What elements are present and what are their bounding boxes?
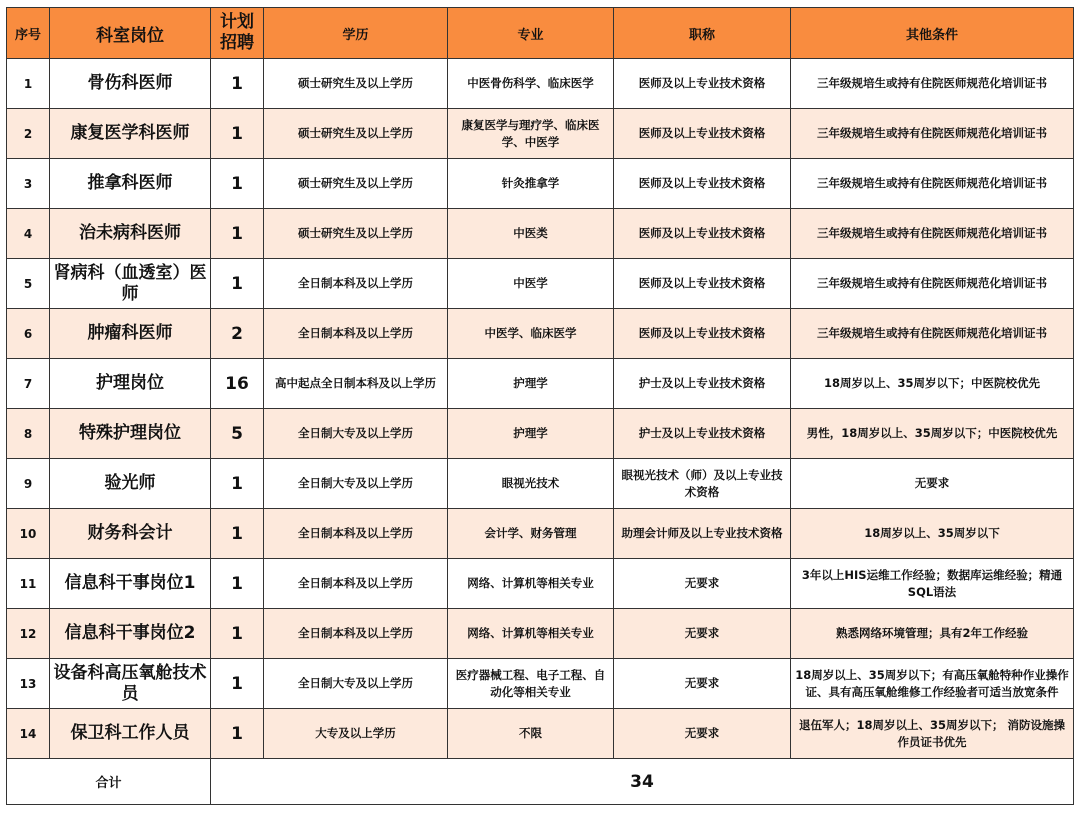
cell-post: 信息科干事岗位2 bbox=[50, 609, 211, 659]
cell-title: 医师及以上专业技术资格 bbox=[614, 59, 791, 109]
cell-education: 全日制本科及以上学历 bbox=[264, 309, 448, 359]
cell-major: 康复医学与理疗学、临床医学、中医学 bbox=[448, 109, 614, 159]
cell-index: 12 bbox=[7, 609, 50, 659]
cell-major: 医疗器械工程、电子工程、自动化等相关专业 bbox=[448, 659, 614, 709]
cell-title: 无要求 bbox=[614, 709, 791, 759]
cell-index: 9 bbox=[7, 459, 50, 509]
cell-post: 护理岗位 bbox=[50, 359, 211, 409]
table-row bbox=[7, 309, 1074, 359]
cell-education: 硕士研究生及以上学历 bbox=[264, 59, 448, 109]
cell-education: 硕士研究生及以上学历 bbox=[264, 159, 448, 209]
total-label: 合计 bbox=[7, 759, 211, 805]
cell-count: 1 bbox=[211, 559, 264, 609]
cell-index: 4 bbox=[7, 209, 50, 259]
cell-education: 全日制大专及以上学历 bbox=[264, 459, 448, 509]
cell-count: 1 bbox=[211, 459, 264, 509]
table-row bbox=[7, 259, 1074, 309]
cell-post: 肿瘤科医师 bbox=[50, 309, 211, 359]
cell-education: 全日制本科及以上学历 bbox=[264, 259, 448, 309]
cell-other: 无要求 bbox=[791, 459, 1074, 509]
cell-major: 中医类 bbox=[448, 209, 614, 259]
cell-major: 中医学 bbox=[448, 259, 614, 309]
table-row bbox=[7, 359, 1074, 409]
cell-education: 全日制大专及以上学历 bbox=[264, 409, 448, 459]
cell-count: 1 bbox=[211, 209, 264, 259]
cell-index: 14 bbox=[7, 709, 50, 759]
cell-education: 全日制本科及以上学历 bbox=[264, 609, 448, 659]
table-row bbox=[7, 209, 1074, 259]
cell-post: 验光师 bbox=[50, 459, 211, 509]
cell-post: 治未病科医师 bbox=[50, 209, 211, 259]
header-post: 科室岗位 bbox=[50, 8, 211, 59]
cell-other: 男性，18周岁以上、35周岁以下；中医院校优先 bbox=[791, 409, 1074, 459]
cell-post: 财务科会计 bbox=[50, 509, 211, 559]
cell-title: 眼视光技术（师）及以上专业技术资格 bbox=[614, 459, 791, 509]
cell-major: 护理学 bbox=[448, 359, 614, 409]
cell-other: 3年以上HIS运维工作经验；数据库运维经验；精通SQL语法 bbox=[791, 559, 1074, 609]
header-education: 学历 bbox=[264, 8, 448, 59]
cell-index: 2 bbox=[7, 109, 50, 159]
table-row bbox=[7, 409, 1074, 459]
cell-title: 助理会计师及以上专业技术资格 bbox=[614, 509, 791, 559]
recruitment-table bbox=[6, 7, 1074, 805]
header-title: 职称 bbox=[614, 8, 791, 59]
header-index: 序号 bbox=[7, 8, 50, 59]
cell-major: 眼视光技术 bbox=[448, 459, 614, 509]
cell-title: 无要求 bbox=[614, 659, 791, 709]
cell-title: 医师及以上专业技术资格 bbox=[614, 309, 791, 359]
cell-title: 医师及以上专业技术资格 bbox=[614, 259, 791, 309]
cell-major: 网络、计算机等相关专业 bbox=[448, 609, 614, 659]
cell-count: 1 bbox=[211, 259, 264, 309]
cell-index: 3 bbox=[7, 159, 50, 209]
cell-index: 1 bbox=[7, 59, 50, 109]
cell-index: 13 bbox=[7, 659, 50, 709]
cell-index: 8 bbox=[7, 409, 50, 459]
cell-education: 硕士研究生及以上学历 bbox=[264, 209, 448, 259]
table-row bbox=[7, 559, 1074, 609]
cell-title: 医师及以上专业技术资格 bbox=[614, 109, 791, 159]
cell-major: 网络、计算机等相关专业 bbox=[448, 559, 614, 609]
cell-count: 1 bbox=[211, 159, 264, 209]
cell-count: 2 bbox=[211, 309, 264, 359]
cell-other: 三年级规培生或持有住院医师规范化培训证书 bbox=[791, 259, 1074, 309]
cell-count: 1 bbox=[211, 59, 264, 109]
cell-post: 保卫科工作人员 bbox=[50, 709, 211, 759]
cell-title: 医师及以上专业技术资格 bbox=[614, 159, 791, 209]
cell-post: 信息科干事岗位1 bbox=[50, 559, 211, 609]
cell-count: 1 bbox=[211, 509, 264, 559]
cell-index: 11 bbox=[7, 559, 50, 609]
table-row bbox=[7, 659, 1074, 709]
table-row bbox=[7, 609, 1074, 659]
cell-title: 无要求 bbox=[614, 609, 791, 659]
recruitment-table-wrapper bbox=[6, 7, 1074, 805]
cell-other: 18周岁以上、35周岁以下；中医院校优先 bbox=[791, 359, 1074, 409]
cell-major: 会计学、财务管理 bbox=[448, 509, 614, 559]
cell-index: 10 bbox=[7, 509, 50, 559]
cell-index: 7 bbox=[7, 359, 50, 409]
cell-major: 护理学 bbox=[448, 409, 614, 459]
cell-count: 1 bbox=[211, 609, 264, 659]
cell-title: 护士及以上专业技术资格 bbox=[614, 359, 791, 409]
cell-post: 康复医学科医师 bbox=[50, 109, 211, 159]
cell-title: 医师及以上专业技术资格 bbox=[614, 209, 791, 259]
table-body bbox=[7, 59, 1074, 759]
cell-other: 三年级规培生或持有住院医师规范化培训证书 bbox=[791, 59, 1074, 109]
cell-index: 6 bbox=[7, 309, 50, 359]
cell-count: 1 bbox=[211, 109, 264, 159]
cell-count: 1 bbox=[211, 659, 264, 709]
cell-education: 全日制本科及以上学历 bbox=[264, 509, 448, 559]
table-row bbox=[7, 709, 1074, 759]
cell-education: 全日制大专及以上学历 bbox=[264, 659, 448, 709]
total-value: 34 bbox=[211, 759, 1074, 805]
table-row bbox=[7, 459, 1074, 509]
cell-major: 中医学、临床医学 bbox=[448, 309, 614, 359]
cell-count: 16 bbox=[211, 359, 264, 409]
cell-major: 不限 bbox=[448, 709, 614, 759]
header-row bbox=[7, 8, 1074, 59]
total-row bbox=[7, 759, 1074, 805]
header-other: 其他条件 bbox=[791, 8, 1074, 59]
header-plan bbox=[211, 8, 264, 59]
cell-post: 特殊护理岗位 bbox=[50, 409, 211, 459]
cell-other: 三年级规培生或持有住院医师规范化培训证书 bbox=[791, 209, 1074, 259]
cell-major: 中医骨伤科学、临床医学 bbox=[448, 59, 614, 109]
cell-other: 三年级规培生或持有住院医师规范化培训证书 bbox=[791, 309, 1074, 359]
cell-other: 18周岁以上、35周岁以下 bbox=[791, 509, 1074, 559]
cell-title: 无要求 bbox=[614, 559, 791, 609]
cell-education: 硕士研究生及以上学历 bbox=[264, 109, 448, 159]
cell-title: 护士及以上专业技术资格 bbox=[614, 409, 791, 459]
table-row bbox=[7, 109, 1074, 159]
table-row bbox=[7, 159, 1074, 209]
cell-count: 5 bbox=[211, 409, 264, 459]
cell-index: 5 bbox=[7, 259, 50, 309]
cell-post: 骨伤科医师 bbox=[50, 59, 211, 109]
cell-education: 高中起点全日制本科及以上学历 bbox=[264, 359, 448, 409]
cell-post: 肾病科（血透室）医师 bbox=[50, 259, 211, 309]
table-row bbox=[7, 509, 1074, 559]
header-plan-line1: 计划 bbox=[220, 12, 254, 32]
header-plan-line2: 招聘 bbox=[220, 33, 254, 53]
cell-major: 针灸推拿学 bbox=[448, 159, 614, 209]
cell-other: 18周岁以上、35周岁以下；有高压氧舱特种作业操作证、具有高压氧舱维修工作经验者可适当放宽条件 bbox=[791, 659, 1074, 709]
cell-other: 三年级规培生或持有住院医师规范化培训证书 bbox=[791, 109, 1074, 159]
table-row bbox=[7, 59, 1074, 109]
cell-other: 三年级规培生或持有住院医师规范化培训证书 bbox=[791, 159, 1074, 209]
header-major: 专业 bbox=[448, 8, 614, 59]
cell-post: 推拿科医师 bbox=[50, 159, 211, 209]
cell-count: 1 bbox=[211, 709, 264, 759]
cell-education: 大专及以上学历 bbox=[264, 709, 448, 759]
cell-other: 熟悉网络环境管理；具有2年工作经验 bbox=[791, 609, 1074, 659]
cell-other: 退伍军人；18周岁以上、35周岁以下； 消防设施操作员证书优先 bbox=[791, 709, 1074, 759]
cell-education: 全日制本科及以上学历 bbox=[264, 559, 448, 609]
cell-post: 设备科高压氧舱技术员 bbox=[50, 659, 211, 709]
